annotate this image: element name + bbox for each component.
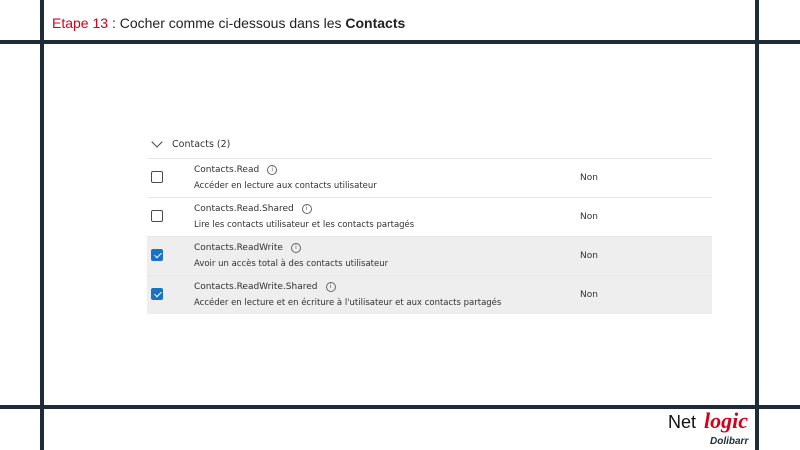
admin-consent-value: Non — [580, 212, 598, 222]
permission-name-wrap — [194, 204, 312, 214]
permission-name-wrap — [194, 165, 277, 175]
admin-consent-value: Non — [580, 290, 598, 300]
permission-name: Contacts.ReadWrite.Shared — [194, 282, 318, 292]
permission-description: Accéder en lecture et en écriture à l'utilisateur et aux contacts partagés — [194, 298, 502, 308]
step-number: Etape 13 — [52, 15, 109, 31]
permission-list — [147, 158, 712, 314]
step-separator: : — [108, 15, 120, 31]
info-icon[interactable]: i — [302, 204, 312, 214]
permission-name: Contacts.Read.Shared — [194, 204, 294, 214]
frame-line-right — [755, 0, 759, 450]
admin-consent-value: Non — [580, 173, 598, 183]
permission-name: Contacts.ReadWrite — [194, 243, 283, 253]
admin-consent-value: Non — [580, 251, 598, 261]
permission-description: Lire les contacts utilisateur et les contacts partagés — [194, 220, 415, 230]
frame-line-bottom — [0, 405, 800, 409]
permission-name-wrap — [194, 243, 301, 253]
step-emphasis: Contacts — [345, 15, 406, 31]
permission-row[interactable] — [147, 158, 712, 197]
frame-line-top — [0, 40, 800, 44]
permission-name: Contacts.Read — [194, 165, 260, 175]
permission-checkbox[interactable] — [151, 171, 163, 183]
step-instruction — [52, 15, 405, 31]
permission-checkbox[interactable] — [151, 288, 163, 300]
netlogic-logo — [668, 410, 758, 450]
info-icon[interactable]: i — [267, 165, 277, 175]
permission-description: Accéder en lecture aux contacts utilisateur — [194, 181, 377, 191]
frame-line-left — [40, 0, 44, 450]
info-icon[interactable]: i — [326, 282, 336, 292]
contacts-group-toggle[interactable] — [147, 130, 712, 158]
logo-logic: logic — [704, 408, 748, 433]
permission-row[interactable] — [147, 275, 712, 314]
permission-name-wrap — [194, 282, 336, 292]
permission-row[interactable] — [147, 236, 712, 275]
permission-description: Avoir un accès total à des contacts utilisateur — [194, 259, 389, 269]
permissions-panel — [147, 130, 712, 314]
permission-row[interactable] — [147, 197, 712, 236]
info-icon[interactable]: i — [291, 243, 301, 253]
permission-checkbox[interactable] — [151, 210, 163, 222]
step-text: Cocher comme ci-dessous dans les — [119, 15, 346, 31]
logo-dolibarr: Dolibarr — [710, 436, 749, 447]
chevron-down-icon — [151, 136, 162, 147]
permission-checkbox[interactable] — [151, 249, 163, 261]
logo-net: Net — [668, 412, 697, 432]
group-title: Contacts (2) — [172, 138, 231, 150]
